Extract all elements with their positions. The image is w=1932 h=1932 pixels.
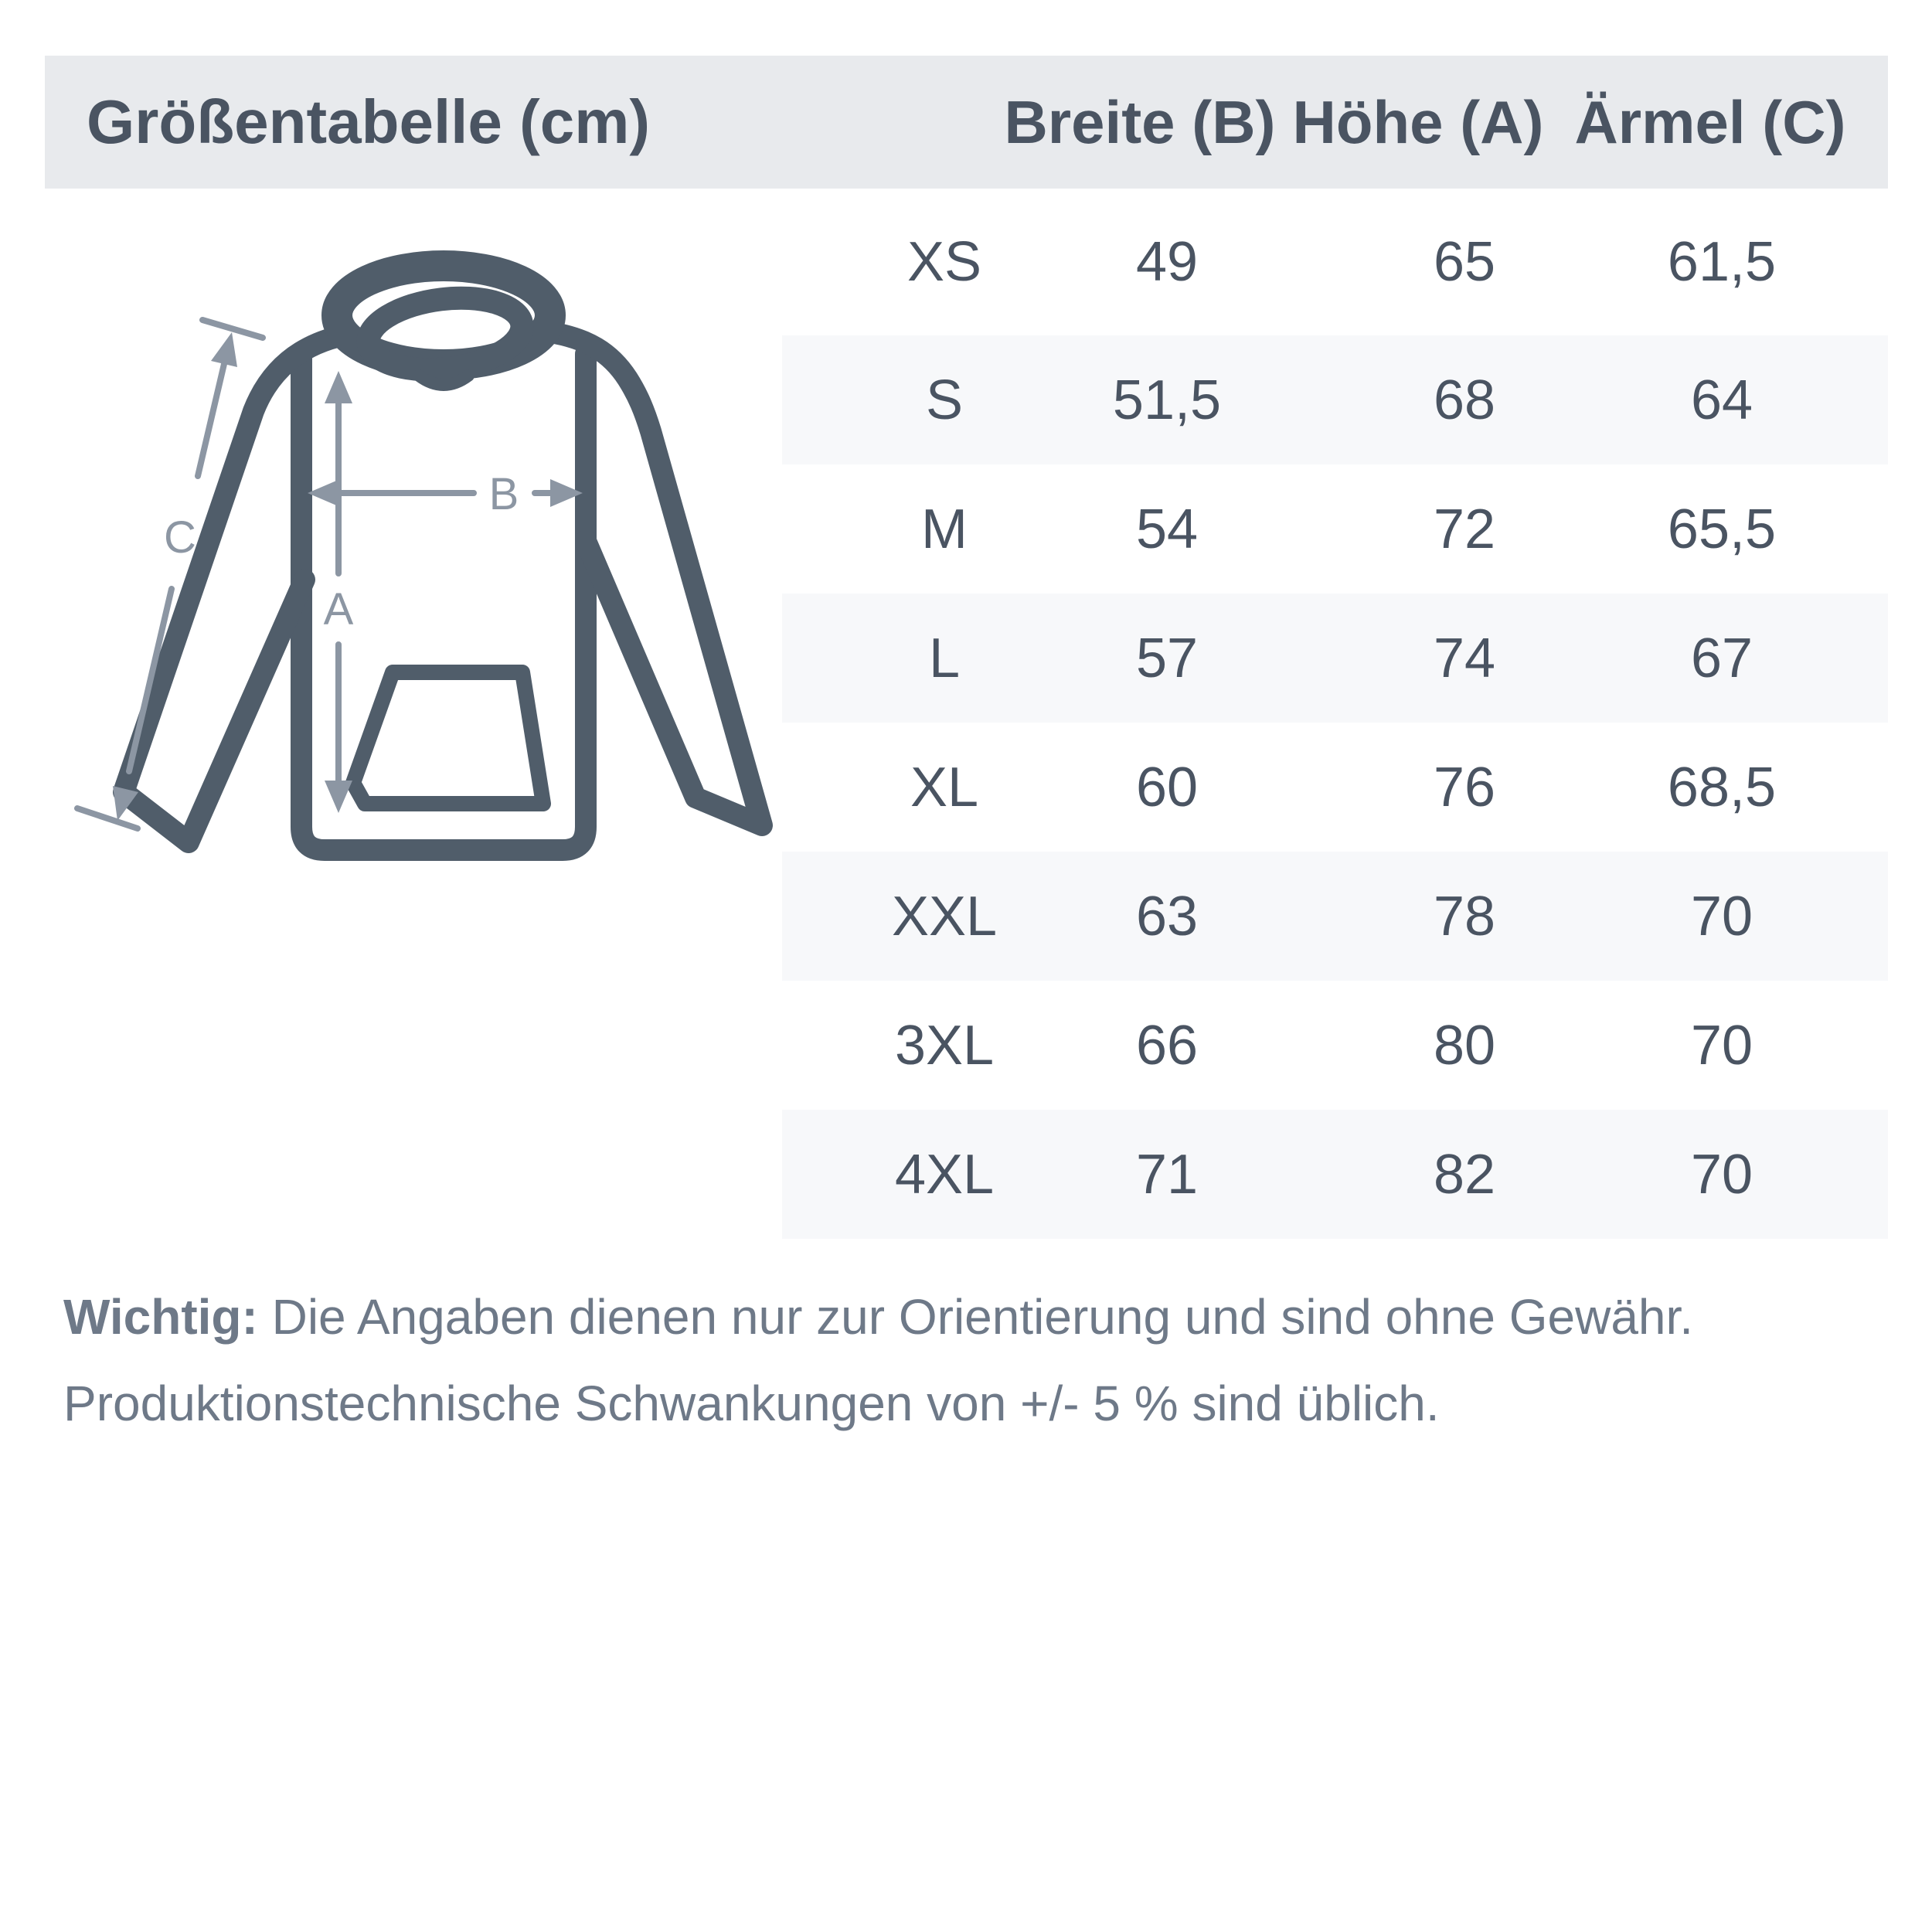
size-label: XXL xyxy=(891,885,998,947)
breite-value: 60 xyxy=(1135,756,1199,818)
aermel-value: 64 xyxy=(1690,369,1753,431)
label-a: A xyxy=(323,584,354,634)
aermel-value: 68,5 xyxy=(1667,756,1777,818)
hoehe-value: 72 xyxy=(1433,498,1496,560)
size-label: XS xyxy=(906,231,982,293)
hoodie-pocket xyxy=(353,672,543,804)
hoehe-value: 68 xyxy=(1433,369,1496,431)
aermel-value: 70 xyxy=(1690,1143,1753,1206)
width-arrow-b-icon xyxy=(308,479,583,507)
hoehe-value: 82 xyxy=(1433,1143,1496,1206)
table-row xyxy=(782,723,1888,852)
hoehe-value: 76 xyxy=(1433,756,1496,818)
aermel-value: 70 xyxy=(1690,885,1753,947)
disclaimer-line-1: Wichtig: Die Angaben dienen nur zur Orientierung und sind ohne Gewähr. xyxy=(63,1289,1694,1345)
table-row xyxy=(782,464,1888,594)
size-label: 3XL xyxy=(894,1014,995,1077)
column-header-hoehe: Höhe (A) xyxy=(1292,87,1544,156)
table-row xyxy=(782,335,1888,464)
breite-value: 57 xyxy=(1135,627,1199,689)
breite-value: 49 xyxy=(1135,231,1199,293)
size-label: S xyxy=(925,369,964,431)
disclaimer-note xyxy=(63,1274,1887,1447)
breite-value: 51,5 xyxy=(1112,369,1222,431)
hoehe-value: 78 xyxy=(1433,885,1496,947)
table-row xyxy=(782,981,1888,1110)
aermel-value: 67 xyxy=(1690,627,1753,689)
breite-value: 66 xyxy=(1135,1014,1199,1077)
page-title: Größentabelle (cm) xyxy=(87,87,651,156)
size-label: XL xyxy=(910,756,979,818)
hoehe-value: 74 xyxy=(1433,627,1496,689)
size-label: M xyxy=(921,498,968,560)
breite-value: 54 xyxy=(1135,498,1199,560)
table-header-bar xyxy=(45,56,1888,189)
aermel-value: 65,5 xyxy=(1667,498,1777,560)
column-header-breite: Breite (B) xyxy=(1004,87,1276,156)
hoehe-value: 65 xyxy=(1433,231,1496,293)
size-label: L xyxy=(928,627,961,689)
aermel-value: 70 xyxy=(1690,1014,1753,1077)
label-c: C xyxy=(164,512,196,563)
hoodie-measurement-diagram xyxy=(46,216,804,896)
table-row xyxy=(782,1110,1888,1239)
column-header-aermel: Ärmel (C) xyxy=(1574,87,1846,156)
breite-value: 71 xyxy=(1135,1143,1199,1206)
table-row xyxy=(782,852,1888,981)
table-row xyxy=(782,594,1888,723)
table-row xyxy=(782,189,1888,335)
aermel-value: 61,5 xyxy=(1667,231,1777,293)
label-b: B xyxy=(488,469,519,519)
size-label: 4XL xyxy=(894,1143,995,1206)
disclaimer-line-2: Produktionstechnische Schwankungen von +/- 5 % sind üblich. xyxy=(63,1376,1440,1431)
disclaimer-bold-word: Wichtig: xyxy=(63,1289,258,1345)
hood-inner-ring xyxy=(364,290,526,378)
hoehe-value: 80 xyxy=(1433,1014,1496,1077)
breite-value: 63 xyxy=(1135,885,1199,947)
